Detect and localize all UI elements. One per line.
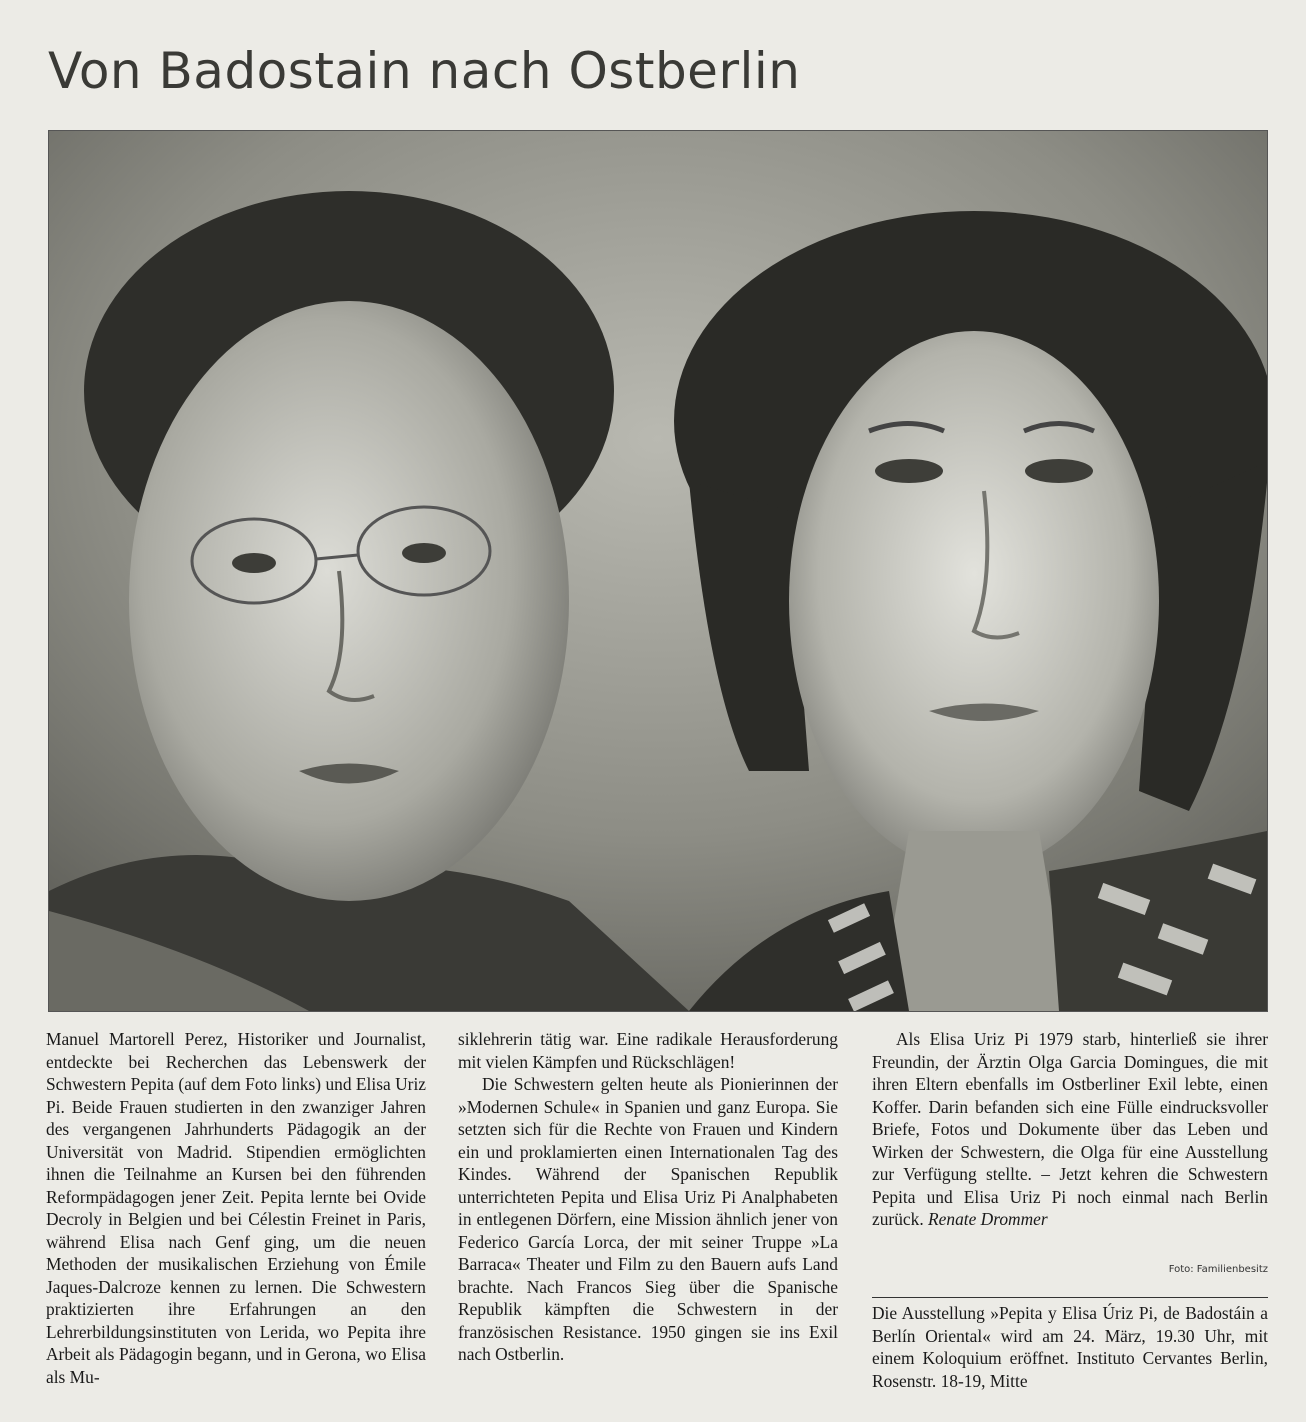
column-3-paragraph (872, 1028, 1268, 1231)
exhibition-info-box: Die Ausstellung »Pepita y Elisa Úriz Pi, de Badostáin a Berlín Oriental« wird am 24. März, 19.30 Uhr, mit einem Koloquium eröffnet. Instituto Cervantes Berlin, Rosenstr. 18-19, Mitte (872, 1297, 1268, 1392)
article-column-2 (458, 1028, 838, 1366)
article-column-1 (46, 1028, 426, 1388)
photo-credit: Foto: Familienbesitz (1168, 1264, 1268, 1275)
portrait-photo (48, 130, 1268, 1012)
article-column-3 (872, 1028, 1268, 1231)
headline: Von Badostain nach Ostberlin (48, 42, 801, 100)
column-3-text: Als Elisa Uriz Pi 1979 starb, hinterließ sie ihrer Freundin, der Ärztin Olga Garcia Domingues, die mit ihren Eltern ebenfalls im Ostberliner Exil lebte, einen Koffer. Darin befanden sich eine Fülle eindrucksvoller Briefe, Fotos und Dokumente über das Leben und Wirken der Schwestern, die Olga für eine Ausstellung zur Verfügung stellte. – Jetzt kehren die Schwestern Pepita und Elisa Uriz Pi noch einmal nach Berlin zurück. (872, 1029, 1268, 1229)
column-2-paragraph-1: siklehrerin tätig war. Eine radikale Herausforderung mit vielen Kämpfen und Rückschlägen! (458, 1029, 838, 1072)
column-1-text: Manuel Martorell Perez, Historiker und Journalist, entdeckte bei Recherchen das Lebenswerk der Schwestern Pepita (auf dem Foto links) und Elisa Uriz Pi. Beide Frauen studierten in den zwanziger Jahren des vergangenen Jahrhunderts Pädagogik an der Universität von Madrid. Stipendien ermöglichten ihnen die Teilnahme an Kursen bei den führenden Reformpädagogen jener Zeit. Pepita lernte bei Ovide Decroly in Belgien und bei Célestin Freinet in Paris, während Elisa nach Genf ging, um die neuen Methoden der musikalischen Erziehung von Émile Jaques-Dalcroze kennen zu lernen. Die Schwestern praktizierten ihre Erfahrungen an den Lehrerbildungsinstituten von Lerida, wo Pepita ihre Arbeit als Pädagogin begann, und in Gerona, wo Elisa als Mu- (46, 1029, 426, 1387)
author-name: Renate Drommer (928, 1209, 1048, 1229)
column-2-paragraph-2: Die Schwestern gelten heute als Pionierinnen der »Modernen Schule« in Spanien und ganz Europa. Sie setzten sich für die Rechte von Frauen und Kindern ein und proklamierten einen Internationalen Tag des Kindes. Während der Spanischen Republik unterrichteten Pepita und Elisa Uriz Pi Analphabeten in entlegenen Dörfern, eine Mission ähnlich jener von Federico García Lorca, der mit seiner Truppe »La Barraca« Theater und Film zu den Bauern aufs Land brachte. Nach Francos Sieg über die Spanische Republik kämpften die Schwestern in der französischen Resistance. 1950 gingen sie ins Exil nach Ostberlin. (458, 1074, 838, 1364)
